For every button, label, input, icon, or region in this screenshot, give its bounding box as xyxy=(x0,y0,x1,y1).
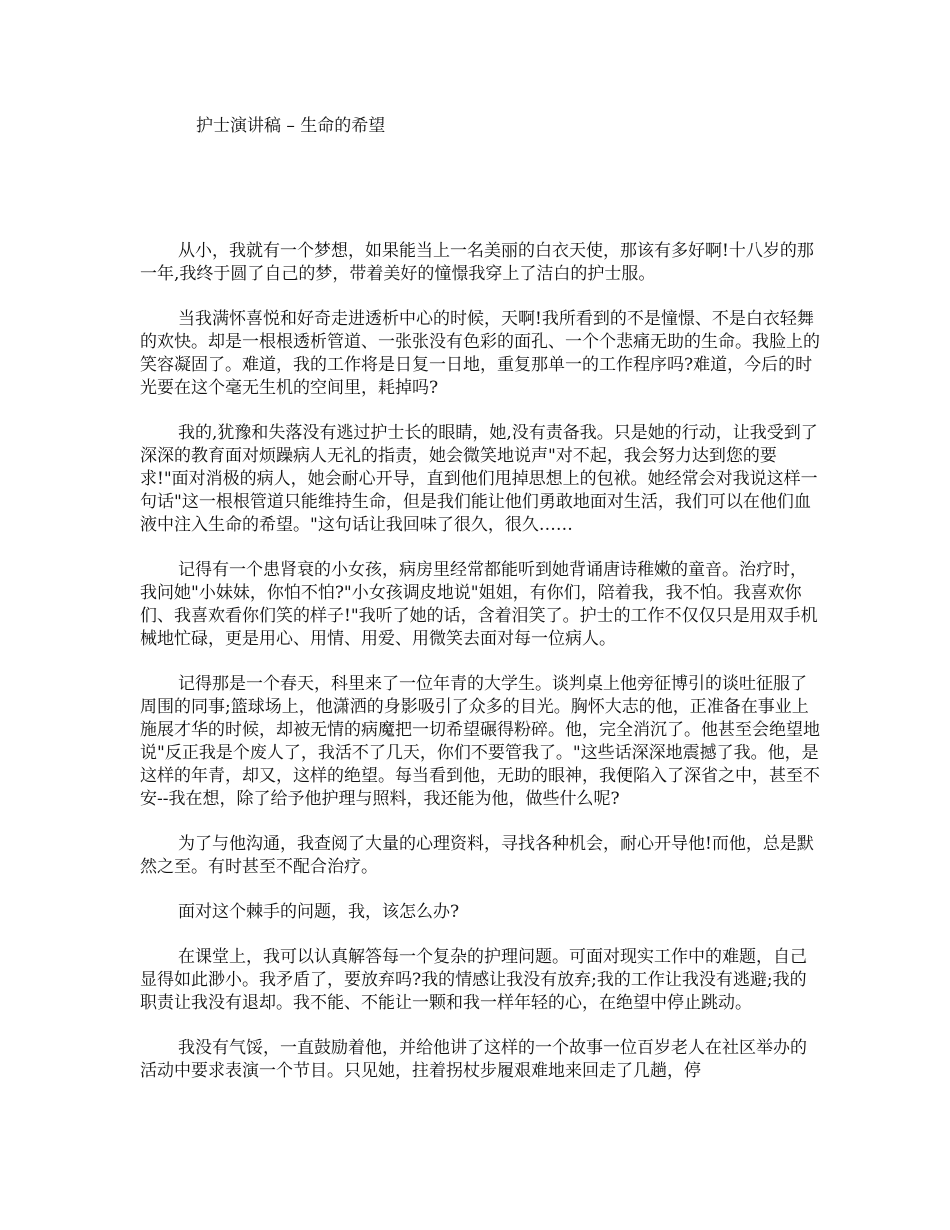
document-body xyxy=(140,240,820,1105)
paragraph-3: 我的,犹豫和失落没有逃过护士长的眼睛，她,没有责备我。只是她的行动，让我受到了深深的教育面对烦躁病人无礼的指责，她会微笑地说声"对不起，我会努力达到您的要求!"面对消极的病人，她会耐心开导，直到他们甩掉思想上的包袱。她经常会对我说这样一句话"这一根根管道只能维持生命，但是我们能让他们勇敢地面对生活，我们可以在他们血液中注入生命的希望。"这句话让我回味了很久，很久…… xyxy=(140,423,818,535)
document-title: 护士演讲稿 – 生命的希望 xyxy=(196,116,386,136)
paragraph-6: 为了与他沟通，我查阅了大量的心理资料，寻找各种机会，耐心开导他!而他，总是默然之至。有时甚至不配合治疗。 xyxy=(140,834,814,877)
paragraph-4: 记得有一个患肾衰的小女孩，病房里经常都能听到她背诵唐诗稚嫩的童音。治疗时，我问她"小妹妹，你怕不怕?"小女孩调皮地说"姐姐，有你们，陪着我，我不怕。我喜欢你们、我喜欢看你们笑的样子!"我听了她的话，含着泪笑了。护士的工作不仅仅只是用双手机械地忙碌，更是用心、用情、用爱、用微笑去面对每一位病人。 xyxy=(140,560,818,649)
paragraph-9: 我没有气馁，一直鼓励着他，并给他讲了这样的一个故事一位百岁老人在社区举办的活动中要求表演一个节目。只见她，拄着拐杖步履艰难地来回走了几趟，停 xyxy=(140,1038,807,1081)
paragraph-5: 记得那是一个春天，科里来了一位年青的大学生。谈判桌上他旁征博引的谈吐征服了周围的同事;篮球场上，他潇洒的身影吸引了众多的目光。胸怀大志的他，正准备在事业上施展才华的时候，却被无情的病魔把一切希望碾得粉碎。他，完全消沉了。他甚至会绝望地说"反正我是个废人了，我活不了几天，你们不要管我了。"这些话深深地震撼了我。他，是这样的年青，却又，这样的绝望。每当看到他，无助的眼神，我便陷入了深省之中，甚至不安--我在想，除了给予他护理与照料，我还能为他，做些什么呢? xyxy=(140,674,820,809)
paragraph-8: 在课堂上，我可以认真解答每一个复杂的护理问题。可面对现实工作中的难题，自己显得如此渺小。我矛盾了，要放弃吗?我的情感让我没有放弃;我的工作让我没有逃避;我的职责让我没有退却。我不能、不能让一颗和我一样年轻的心，在绝望中停止跳动。 xyxy=(140,947,807,1013)
paragraph-7: 面对这个棘手的问题，我，该怎么办? xyxy=(178,902,460,922)
paragraph-1: 从小，我就有一个梦想，如果能当上一名美丽的白衣天使，那该有多好啊!十八岁的那一年,我终于圆了自己的梦，带着美好的憧憬我穿上了洁白的护士服。 xyxy=(140,241,814,284)
paragraph-2: 当我满怀喜悦和好奇走进透析中心的时候，天啊!我所看到的不是憧憬、不是白衣轻舞的欢快。却是一根根透析管道、一张张没有色彩的面孔、一个个悲痛无助的生命。我脸上的笑容凝固了。难道，我的工作将是日复一日地，重复那单一的工作程序吗?难道，今后的时光要在这个毫无生机的空间里，耗掉吗? xyxy=(140,309,820,398)
